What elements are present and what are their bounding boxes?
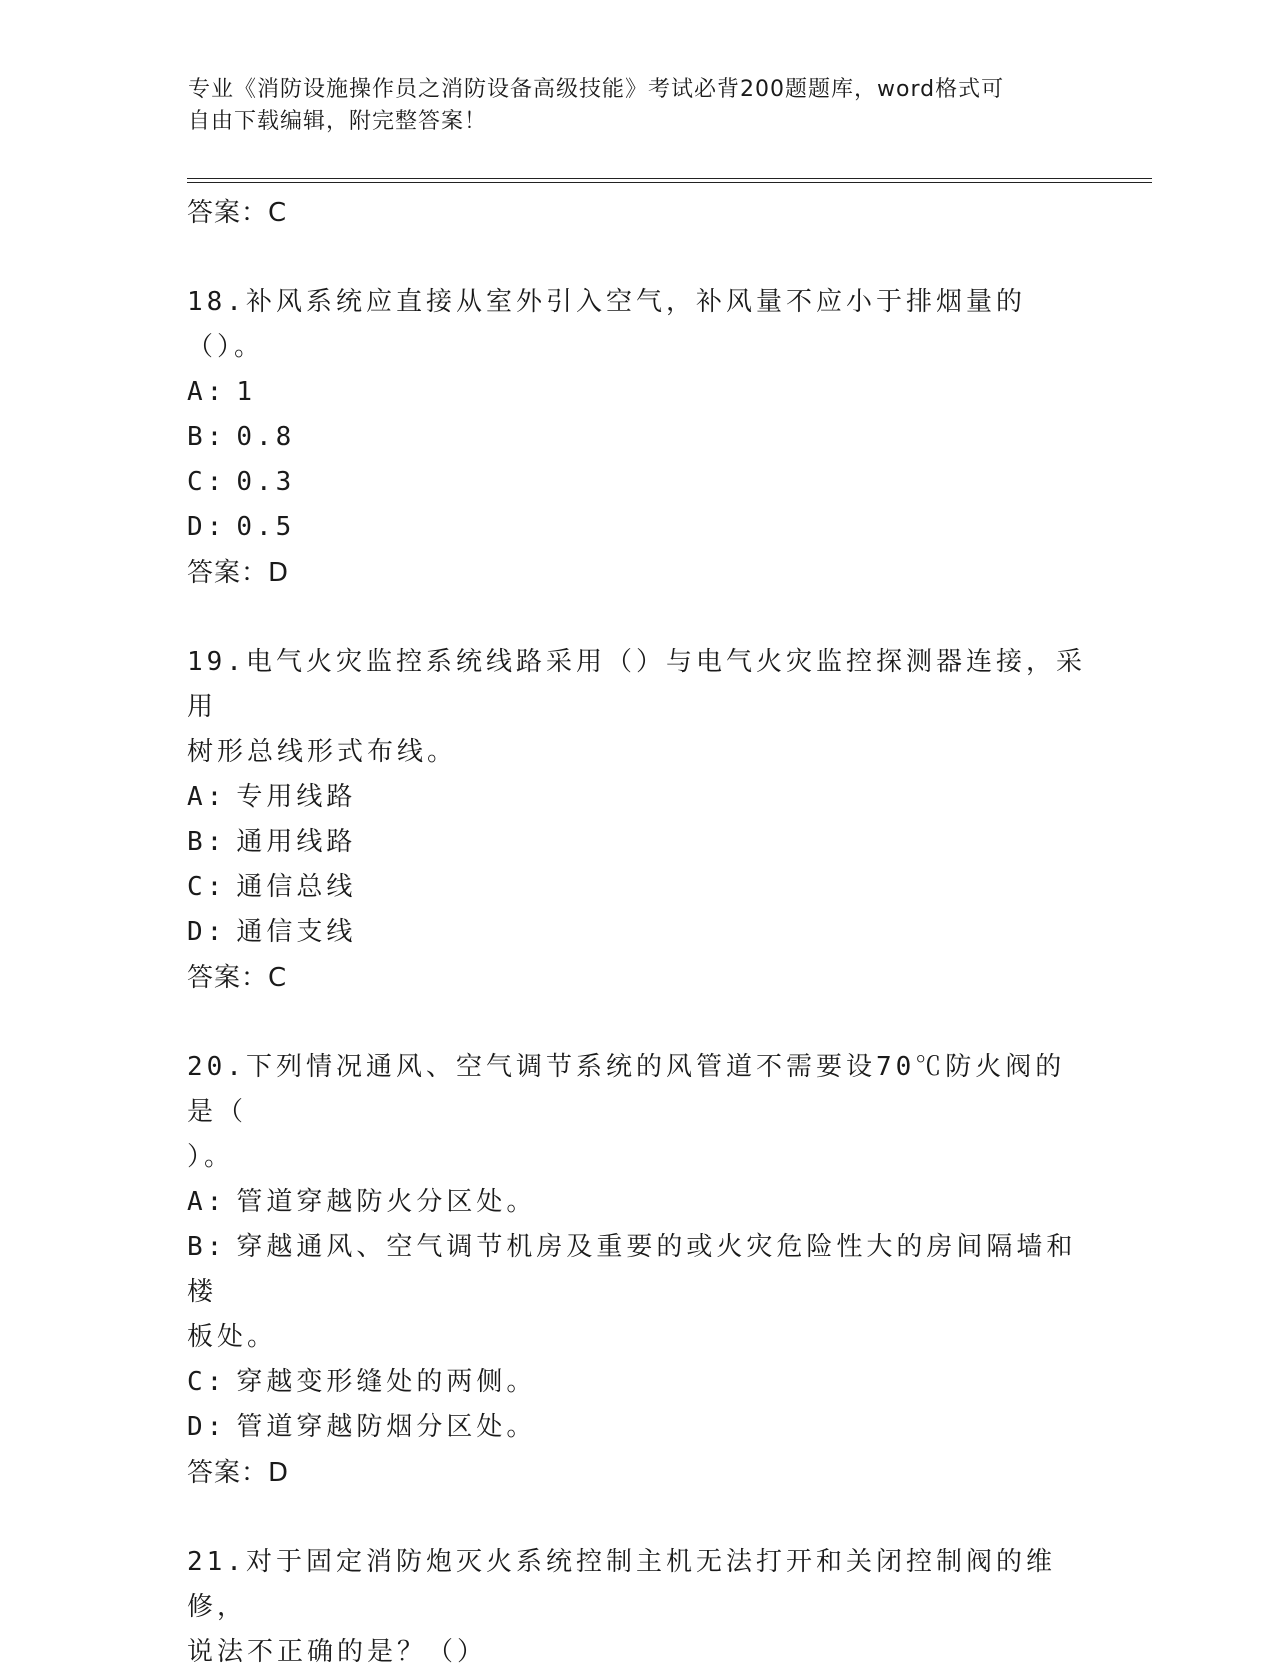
question-text: 21.对于固定消防炮灭火系统控制主机无法打开和关闭控制阀的维修， xyxy=(187,1547,1056,1622)
option-key: D: xyxy=(187,917,227,947)
question-text-continued: ）。 xyxy=(187,1142,235,1172)
answer-line: 答案：D xyxy=(187,1458,290,1488)
option-key: B: xyxy=(187,827,227,857)
option-b-continued: 板处。 xyxy=(187,1322,278,1352)
option-text: 专用线路 xyxy=(236,782,357,812)
answer-line: 答案：C xyxy=(187,198,288,228)
option-d xyxy=(187,1405,1087,1450)
option-d xyxy=(187,910,1087,955)
option-text: 0.8 xyxy=(236,422,296,452)
option-text: 管道穿越防火分区处。 xyxy=(236,1187,537,1217)
option-text: 通用线路 xyxy=(236,827,357,857)
option-text: 0.3 xyxy=(236,467,296,497)
option-d xyxy=(187,505,1087,550)
option-key: C: xyxy=(187,1367,227,1397)
option-text: 0.5 xyxy=(236,512,296,542)
option-a xyxy=(187,775,1087,820)
option-key: A: xyxy=(187,782,227,812)
option-c xyxy=(187,865,1087,910)
document-body xyxy=(187,190,1087,1675)
question-19 xyxy=(187,640,1087,1001)
header-line-1: 专业《消防设施操作员之消防设备高级技能》考试必背200题题库，word格式可 xyxy=(188,77,1005,102)
option-b xyxy=(187,1225,1087,1315)
option-b xyxy=(187,820,1087,865)
option-key: D: xyxy=(187,1412,227,1442)
question-20 xyxy=(187,1045,1087,1496)
option-key: A: xyxy=(187,1187,227,1217)
option-a xyxy=(187,370,1087,415)
question-text-continued: 说法不正确的是？（） xyxy=(187,1637,488,1667)
option-key: A: xyxy=(187,377,227,407)
document-header xyxy=(188,74,1088,138)
header-line-2: 自由下载编辑，附完整答案！ xyxy=(188,109,488,134)
option-c xyxy=(187,1360,1087,1405)
option-key: C: xyxy=(187,467,227,497)
question-text: 18.补风系统应直接从室外引入空气，补风量不应小于排烟量的（）。 xyxy=(187,287,1026,362)
question-18 xyxy=(187,280,1087,596)
header-divider-bottom xyxy=(187,182,1152,183)
answer-line: 答案：C xyxy=(187,963,288,993)
option-text: 通信支线 xyxy=(236,917,357,947)
option-key: B: xyxy=(187,422,227,452)
option-b xyxy=(187,415,1087,460)
answer-line: 答案：D xyxy=(187,558,290,588)
option-c xyxy=(187,460,1087,505)
question-21 xyxy=(187,1540,1087,1675)
option-text: 管道穿越防烟分区处。 xyxy=(236,1412,537,1442)
option-text: 通信总线 xyxy=(236,872,357,902)
question-text: 20.下列情况通风、空气调节系统的风管道不需要设70℃防火阀的是（ xyxy=(187,1052,1066,1127)
option-key: D: xyxy=(187,512,227,542)
header-divider-top xyxy=(187,178,1152,179)
question-text-continued: 树形总线形式布线。 xyxy=(187,737,458,767)
option-key: B: xyxy=(187,1232,227,1262)
question-text: 19.电气火灾监控系统线路采用（）与电气火灾监控探测器连接，采用 xyxy=(187,647,1086,722)
option-a xyxy=(187,1180,1087,1225)
option-text: 穿越通风、空气调节机房及重要的或火灾危险性大的房间隔墙和楼 xyxy=(187,1232,1077,1307)
option-text: 穿越变形缝处的两侧。 xyxy=(236,1367,537,1397)
option-key: C: xyxy=(187,872,227,902)
option-text: 1 xyxy=(236,377,256,407)
